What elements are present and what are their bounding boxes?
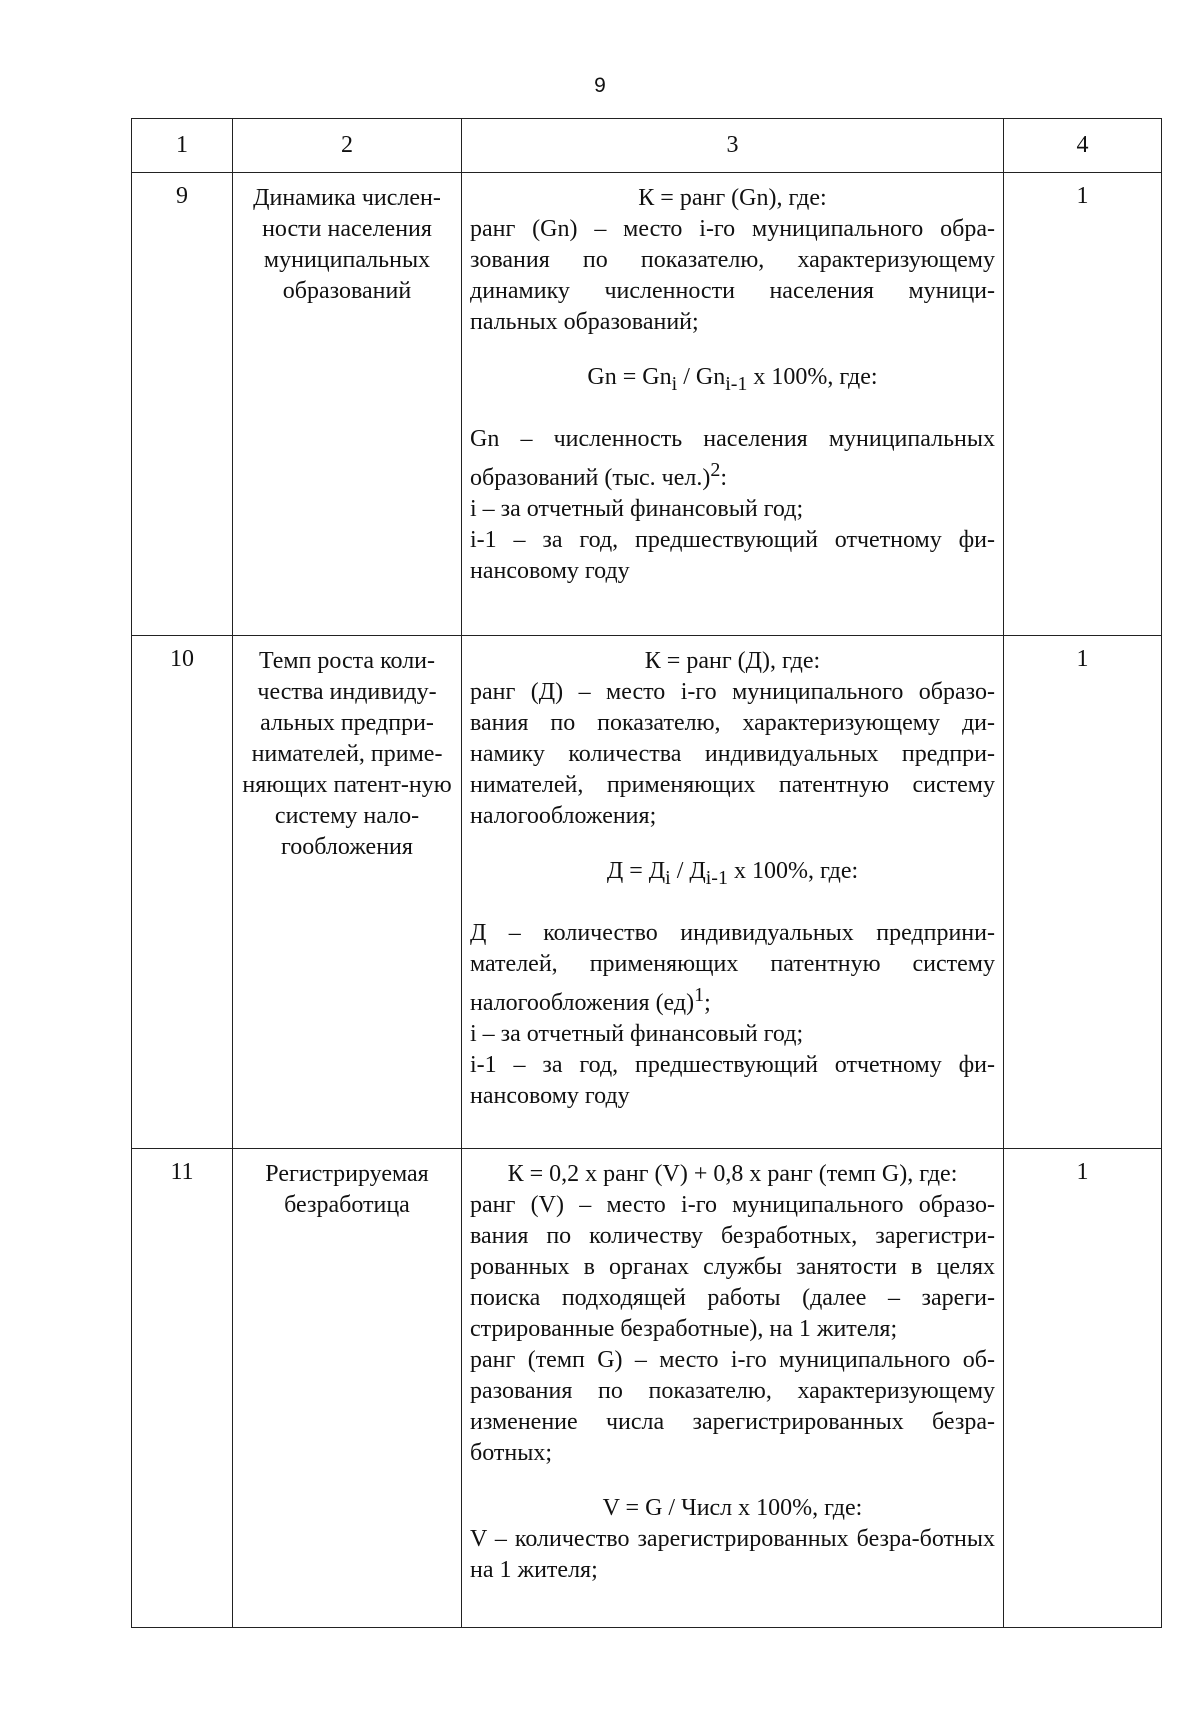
- formula-main: К = 0,2 х ранг (V) + 0,8 х ранг (темп G), где:: [507, 1161, 958, 1187]
- formula-secondary: [470, 856, 995, 894]
- formula-part: х 100%, где:: [747, 364, 878, 390]
- page-number: 9: [594, 74, 606, 97]
- indicator-weight: 1: [1004, 173, 1162, 636]
- description-paragraph: V – количество зарегистрированных безра-ботных на 1 жителя;: [470, 1526, 995, 1583]
- description-paragraph: ранг (Gn) – место i-го муниципального обра-зования по показателю, характеризующему динамику численности населения муници-пальных образований;: [470, 216, 995, 335]
- header-col-4: 4: [1004, 119, 1162, 173]
- formula-main: К = ранг (Gn), где:: [638, 185, 827, 211]
- description-line: i – за отчетный финансовый год;: [470, 1020, 804, 1047]
- header-col-2: 2: [233, 119, 462, 173]
- indicator-name: Темп роста коли-чества индивиду-альных предпри-нимателей, приме-няющих патент-ную систему нало-гообложения: [233, 636, 462, 1149]
- indicator-description: [462, 636, 1004, 1149]
- description-paragraph: [470, 918, 995, 1019]
- row-number: 9: [132, 173, 233, 636]
- formula-secondary: [470, 362, 995, 400]
- footnote-mark: 2: [710, 458, 721, 481]
- description-text: :: [720, 464, 728, 491]
- formula-part: / Gn: [677, 364, 726, 390]
- formula-part: / Д: [670, 858, 706, 884]
- indicator-name: Регистрируемая безработица: [233, 1149, 462, 1628]
- formula-secondary: V = G / Числ х 100%, где:: [602, 1495, 863, 1521]
- indicators-table: [131, 118, 1162, 1628]
- formula-part: х 100%, где:: [727, 858, 859, 884]
- description-line: i-1 – за год, предшествующий отчетному фи-нансовому году: [470, 1051, 995, 1109]
- description-paragraph: ранг (V) – место i-го муниципального образо-вания по количеству безработных, зарегистри-рованных в органах службы занятости в целях поиска подходящей работы (далее – зареги-стрированные безработные), на 1 жителя;: [470, 1192, 995, 1342]
- indicator-weight: 1: [1004, 1149, 1162, 1628]
- indicator-description: [462, 1149, 1004, 1628]
- indicator-description: [462, 173, 1004, 636]
- description-paragraph: [470, 424, 995, 494]
- indicator-name: Динамика числен-ности населения муниципальных образований: [233, 173, 462, 636]
- description-paragraph: ранг (темп G) – место i-го муниципального об-разования по показателю, характеризующему изменение числа зарегистрированных безра-ботных;: [470, 1347, 995, 1466]
- subscript: i-1: [725, 372, 748, 395]
- subscript: i-1: [705, 866, 728, 889]
- description-line: i-1 – за год, предшествующий отчетному фи-нансовому году: [470, 526, 995, 584]
- formula-part: Д = Д: [606, 858, 666, 884]
- header-row: [132, 119, 1162, 173]
- table-row: [132, 173, 1162, 636]
- header-col-1: 1: [132, 119, 233, 173]
- table-row: [132, 1149, 1162, 1628]
- row-number: 11: [132, 1149, 233, 1628]
- description-text: Д – количество индивидуальных предприни-мателей, применяющих патентную систему налогообложения (ед): [470, 919, 995, 1016]
- formula-part: Gn = Gn: [587, 364, 672, 390]
- header-col-3: 3: [462, 119, 1004, 173]
- indicator-weight: 1: [1004, 636, 1162, 1149]
- footnote-mark: 1: [694, 983, 705, 1006]
- formula-main: К = ранг (Д), где:: [644, 648, 821, 674]
- row-number: 10: [132, 636, 233, 1149]
- subscript: i: [665, 866, 671, 889]
- subscript: i: [671, 372, 678, 395]
- description-paragraph: ранг (Д) – место i-го муниципального образо-вания по показателю, характеризующему ди-намику количества индивидуальных предпри-нимателей, применяющих патентную систему налогообложения;: [470, 679, 995, 829]
- description-text: Gn – численность населения муниципальных образований (тыс. чел.): [470, 425, 995, 491]
- description-line: i – за отчетный финансовый год;: [470, 495, 804, 522]
- description-text: ;: [704, 989, 711, 1016]
- table-row: [132, 636, 1162, 1149]
